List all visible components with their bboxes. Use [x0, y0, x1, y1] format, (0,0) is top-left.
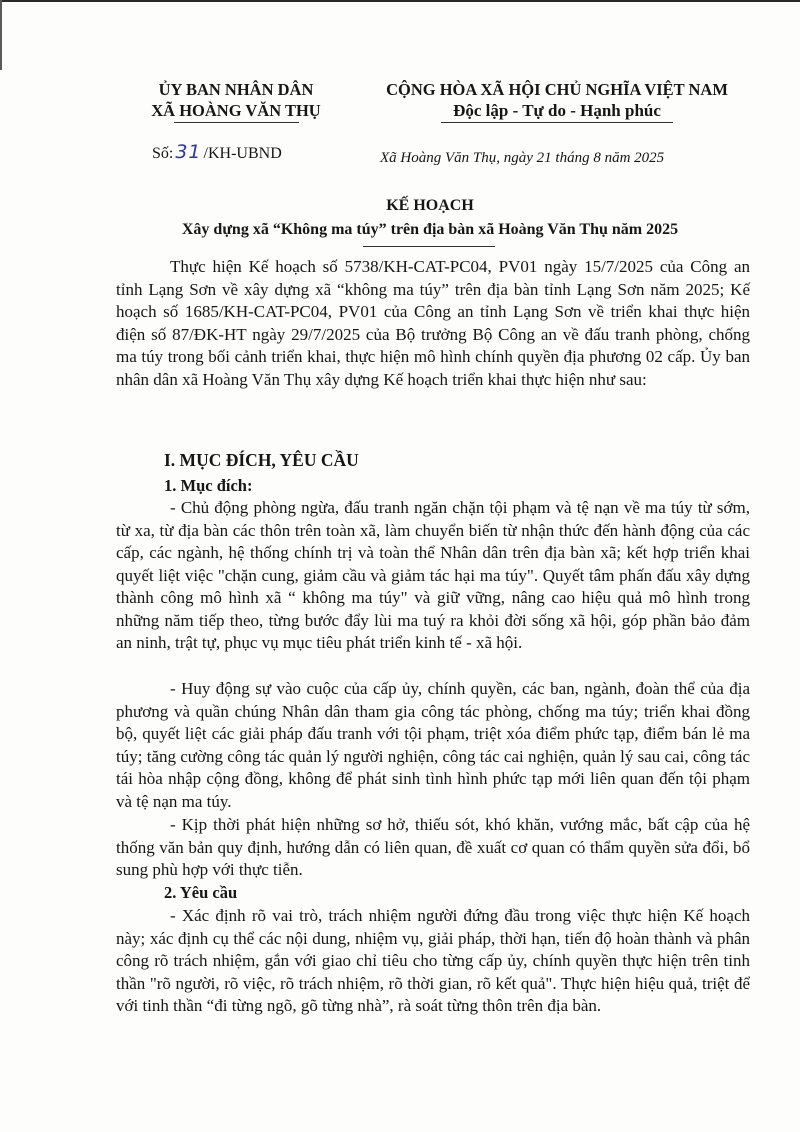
purpose-item-3-block — [116, 814, 750, 882]
issuing-agency — [126, 79, 346, 123]
number-suffix: /KH-UBND — [203, 145, 282, 162]
scan-edge-left — [0, 0, 2, 70]
nation-title: CỘNG HÒA XÃ HỘI CHỦ NGHĨA VIỆT NAM — [386, 80, 728, 99]
document-subtitle: Xây dựng xã “Không ma túy” trên địa bàn xã Hoàng Văn Thụ năm 2025 — [181, 221, 679, 238]
purpose-heading: 1. Mục đích: — [164, 476, 253, 495]
national-motto: Độc lập - Tự do - Hạnh phúc — [453, 101, 661, 120]
handwritten-number: 31 — [175, 141, 202, 163]
subtitle-underline — [363, 246, 495, 247]
requirement-heading: 2. Yêu cầu — [164, 883, 238, 902]
agency-line-2: XÃ HOÀNG VĂN THỤ — [151, 101, 321, 120]
agency-line-1: ỦY BAN NHÂN DÂN — [158, 80, 314, 99]
purpose-item: - Kịp thời phát hiện những sơ hở, thiếu sót, khó khăn, vướng mắc, bất cập của hệ thống văn bản quy định, hướng dẫn có liên quan, đề xuất cơ quan có thẩm quyền sửa đổi, bổ sung phù hợp với thực tiễn. — [116, 815, 750, 879]
agency-underline — [174, 122, 299, 123]
document-number — [152, 141, 282, 163]
purpose-item: - Huy động sự vào cuộc của cấp ủy, chính quyền, các ban, ngành, đoàn thể của địa phương và quần chúng Nhân dân tham gia công tác phòng, chống ma túy; triển khai đồng bộ, quyết liệt các giải pháp đấu tranh với tội phạm, triệt xóa điểm phức tạp, điểm bán lẻ ma túy; tăng cường công tác quản lý người nghiện, công tác cai nghiện, quản lý sau cai, công tác tái hòa nhập cộng đồng, không để phát sinh tình hình phức tạp mới liên quan đến tội phạm và tệ nạn ma túy. — [116, 679, 750, 811]
purpose-item-2-block — [116, 678, 750, 813]
document-type-title: KẾ HOẠCH — [386, 197, 474, 214]
intro-paragraph: Thực hiện Kế hoạch số 5738/KH-CAT-PC04, PV01 ngày 15/7/2025 của Công an tỉnh Lạng Sơn về xây dựng xã “không ma túy” trên địa bàn tỉnh Lạng Sơn năm 2025; Kế hoạch số 1685/KH-CAT-PC04, PV01 của Công an tỉnh Lạng Sơn về triển khai thực hiện điện số 87/ĐK-HT ngày 29/7/2025 của Bộ trưởng Bộ Công an về đấu tranh phòng, chống ma túy trong bối cảnh triển khai, thực hiện mô hình chính quyền địa phương 02 cấp. Ủy ban nhân dân xã Hoàng Văn Thụ xây dựng Kế hoạch triển khai thực hiện như sau: — [116, 257, 750, 389]
purpose-item-1-block — [116, 497, 750, 655]
requirement-item-1-block — [116, 905, 750, 1018]
section-1-heading: I. MỤC ĐÍCH, YÊU CẦU — [164, 450, 359, 470]
motto-underline — [441, 122, 673, 123]
intro-block — [116, 256, 750, 391]
national-header — [352, 79, 762, 123]
purpose-item: - Chủ động phòng ngừa, đấu tranh ngăn chặn tội phạm và tệ nạn về ma túy từ sớm, từ xa, từ địa bàn các thôn trên toàn xã, làm chuyển biến từ nhận thức đến hành động của các cấp, các ngành, hệ thống chính trị và toàn thể Nhân dân trên địa bàn xã; kết hợp triển khai quyết liệt việc "chặn cung, giảm cầu và giảm tác hại ma túy". Quyết tâm phấn đấu xây dựng thành công mô hình xã “ không ma túy" và giữ vững, nâng cao hiệu quả mô hình trong những năm tiếp theo, từng bước đẩy lùi ma tuý ra khỏi đời sống xã hội, góp phần bảo đảm an ninh, trật tự, phục vụ mục tiêu phát triển kinh tế - xã hội. — [116, 498, 750, 652]
requirement-item: - Xác định rõ vai trò, trách nhiệm người đứng đầu trong việc thực hiện Kế hoạch này; xác định cụ thể các nội dung, nhiệm vụ, giải pháp, thời hạn, tiến độ hoàn thành và phân công rõ trách nhiệm, gắn với giao chỉ tiêu cho từng cấp ủy, chính quyền thực hiện trên tinh thần "rõ người, rõ việc, rõ trách nhiệm, rõ thời gian, rõ kết quả". Thực hiện hiệu quả, triệt để với tinh thần “đi từng ngõ, gõ từng nhà”, rà soát từng thôn trên địa bàn. — [116, 906, 750, 1015]
scan-edge-top — [0, 0, 800, 2]
number-prefix: Số: — [152, 145, 174, 162]
place-and-date: Xã Hoàng Văn Thụ, ngày 21 tháng 8 năm 2025 — [380, 150, 665, 166]
